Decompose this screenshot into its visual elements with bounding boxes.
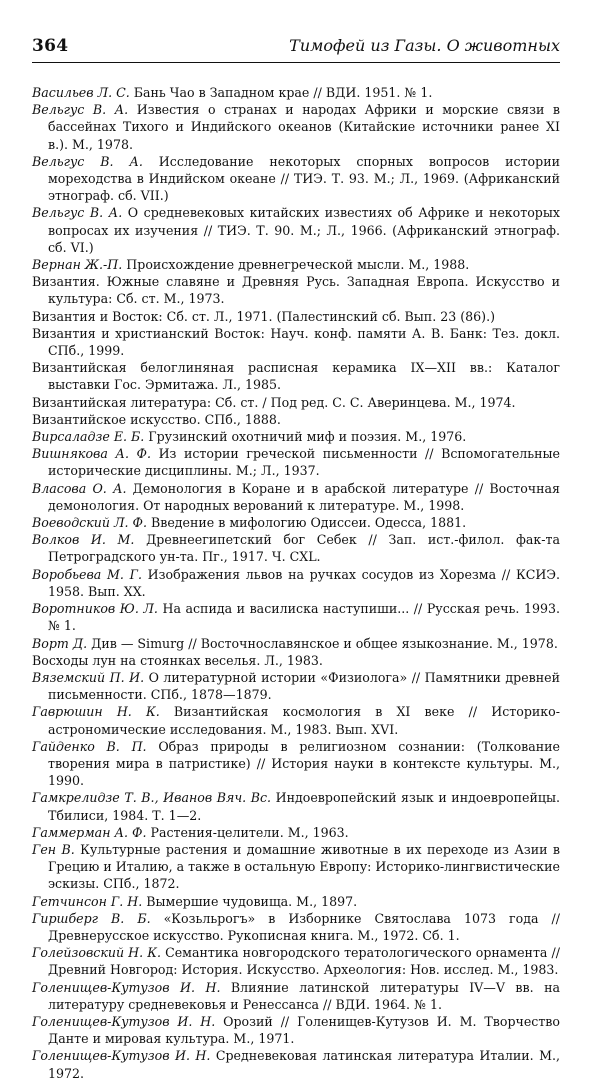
entry-text: Византия и христианский Восток: Науч. конф. памяти А. В. Банк: Тез. докл. СПб., 1999.	[32, 325, 560, 359]
entry-text: Грузинский охотничий миф и поэзия. М., 1976.	[144, 429, 467, 445]
entry-author: Вернан Ж.-П.	[32, 257, 123, 273]
entry-author: Вельгус В. А.	[32, 153, 143, 169]
entry-text: Исследование некоторых спорных вопросов истории мореходства в Индийском океане // ТИЭ. Т. 93. М.; Л., 1969. (Африканский этнограф. сб. VII.)	[48, 153, 560, 204]
bibliography-entry	[32, 944, 560, 978]
bibliography-entry	[32, 979, 560, 1013]
bibliography-entry	[32, 1013, 560, 1047]
entry-text: Византия и Восток: Сб. ст. Л., 1971. (Палестинский сб. Вып. 23 (86).)	[32, 308, 496, 324]
entry-author: Гаммерман А. Ф.	[32, 824, 147, 840]
entry-text: Византийское искусство. СПб., 1888.	[32, 411, 281, 427]
entry-text: На аспида и василиска наступиши... // Русская речь. 1993. № 1.	[48, 601, 560, 634]
entry-author: Вишнякова А. Ф.	[32, 446, 151, 462]
bibliography-entry	[32, 394, 560, 411]
entry-author: Голенищев-Кутузов И. Н.	[32, 1048, 211, 1064]
entry-author: Воеводский Л. Ф.	[32, 515, 147, 531]
entry-author: Вяземский П. И.	[32, 669, 145, 685]
entry-text: Индоевропейский язык и индоевропейцы. Тбилиси, 1984. Т. 1—2.	[48, 790, 560, 823]
entry-author: Вирсаладзе Е. Б.	[32, 429, 145, 445]
bibliography-entry	[32, 703, 560, 737]
entry-author: Голенищев-Кутузов И. Н.	[32, 979, 221, 995]
entry-author: Воротников Ю. Л.	[32, 601, 158, 617]
entry-text: Древнеегипетский бог Себек // Зап. ист.-филол. фак-та Петроградского ун-та. Пг., 1917. Ч. CXL.	[48, 532, 560, 565]
entry-text: Византия. Южные славяне и Древняя Русь. Западная Европа. Искусство и культура: Сб. ст. М., 1973.	[32, 274, 560, 307]
bibliography-entry	[32, 273, 560, 307]
entry-text: Див — Simurg // Восточнославянское и общее языкознание. М., 1978.	[87, 635, 558, 651]
entry-text: Влияние латинской литературы IV—V вв. на литературу средневековья и Ренессанса // ВДИ. 1964. № 1.	[48, 979, 560, 1012]
bibliography-entry	[32, 910, 560, 944]
bibliography-entry	[32, 428, 560, 445]
entry-text: Бань Чао в Западном крае // ВДИ. 1951. № 1.	[129, 85, 433, 100]
entry-text: Известия о странах и народах Африки и морские связи в бассейнах Тихого и Индийского океанов (Китайские источники ранее XI в.). М., 1978.	[48, 102, 560, 152]
bibliography-entry	[32, 789, 560, 823]
entry-text: Византийская литература: Сб. ст. / Под ред. С. С. Аверинцева. М., 1974.	[32, 394, 516, 410]
entry-text: Из истории греческой письменности // Вспомогательные исторические дисциплины. М.; Л., 1937.	[48, 446, 561, 479]
entry-text: Культурные растения и домашние животные в их переходе из Азии в Грецию и Италию, а также в остальную Европу: Историко-лингвистические эскизы. СПб., 1872.	[48, 841, 560, 892]
header-rule	[32, 62, 560, 63]
bibliography-entry	[32, 566, 560, 600]
entry-author: Власова О. А.	[32, 480, 127, 496]
entry-text: Средневековая латинская литература Италии. М., 1972.	[48, 1048, 560, 1081]
entry-text: Орозий // Голенищев-Кутузов И. М. Творчество Данте и мировая культура. М., 1971.	[48, 1013, 560, 1047]
entry-author: Гаврюшин Н. К.	[32, 704, 160, 720]
entry-author: Гамкрелидзе Т. В., Иванов Вяч. Вс.	[32, 790, 272, 806]
bibliography-entry	[32, 101, 560, 153]
running-title: Тимофей из Газы. О животных	[289, 36, 560, 55]
entry-text: Демонология в Коране и в арабской литературе // Восточная демонология. От народных верований к литературе. М., 1998.	[48, 480, 560, 513]
bibliography-entry	[32, 411, 560, 428]
entry-text: Семантика новгородского тератологического орнамента // Древний Новгород: История. Искусство. Археология: Нов. исслед. М., 1983.	[48, 945, 560, 978]
entry-author: Васильев Л. С.	[32, 85, 130, 100]
entry-author: Голейзовский Н. К.	[32, 945, 161, 961]
entry-text: Византийская космология в XI веке // Историко-астрономические исследования. М., 1983. Вып. XVI.	[48, 704, 560, 737]
entry-text: Образ природы в религиозном сознании: (Толкование творения мира в патристике) // История науки в контексте культуры. М., 1990.	[48, 738, 560, 789]
entry-author: Вельгус В. А.	[32, 102, 129, 118]
entry-author: Вельгус В. А.	[32, 205, 123, 221]
bibliography-entry	[32, 256, 560, 273]
bibliography-entry	[32, 824, 560, 841]
entry-text: Происхождение древнегреческой мысли. М., 1988.	[122, 257, 470, 273]
bibliography-entry	[32, 738, 560, 790]
entry-text: Византийская белоглиняная расписная керамика IX—XII вв.: Каталог выставки Гос. Эрмитажа. Л., 1985.	[32, 360, 560, 393]
entry-author: Ворт Д.	[32, 635, 88, 651]
entry-author: Гайденко В. П.	[32, 738, 147, 754]
bibliography-entry	[32, 893, 560, 910]
entry-text: Растения-целители. М., 1963.	[146, 824, 349, 840]
bibliography-list	[32, 84, 560, 1082]
bibliography-entry	[32, 669, 560, 703]
bibliography-entry	[32, 1047, 560, 1081]
entry-text: Вымершие чудовища. М., 1897.	[142, 893, 358, 909]
entry-author: Голенищев-Кутузов И. Н.	[32, 1013, 216, 1029]
bibliography-entry	[32, 600, 560, 634]
bibliography-entry	[32, 480, 560, 514]
page-number: 364	[32, 36, 69, 56]
entry-author: Ген В.	[32, 841, 75, 857]
bibliography-entry	[32, 531, 560, 565]
bibliography-entry	[32, 841, 560, 893]
entry-text: Изображения львов на ручках сосудов из Хорезма // КСИЭ. 1958. Вып. XX.	[48, 566, 560, 599]
entry-text: Восходы лун на стоянках веселья. Л., 1983.	[32, 652, 323, 668]
bibliography-entry	[32, 514, 560, 531]
bibliography-entry	[32, 635, 560, 652]
bibliography-entry	[32, 652, 560, 669]
entry-author: Волков И. М.	[32, 532, 135, 548]
bibliography-entry	[32, 308, 560, 325]
entry-author: Гетчинсон Г. Н.	[32, 893, 143, 909]
bibliography-entry	[32, 84, 560, 101]
entry-text: О литературной истории «Физиолога» // Памятники древней письменности. СПб., 1878—1879.	[48, 669, 561, 703]
bibliography-entry	[32, 325, 560, 359]
entry-text: Введение в мифологию Одиссеи. Одесса, 1881.	[146, 515, 467, 531]
entry-author: Гиршберг В. Б.	[32, 910, 151, 926]
entry-text: О средневековых китайских известиях об Африке и некоторых вопросах их изучения // ТИЭ. Т. 90. М.; Л., 1966. (Африканский этнограф. сб. VI.)	[48, 205, 560, 255]
bibliography-entry	[32, 445, 560, 479]
entry-author: Воробьева М. Г.	[32, 566, 142, 582]
bibliography-entry	[32, 153, 560, 205]
bibliography-entry	[32, 204, 560, 256]
bibliography-entry	[32, 359, 560, 393]
entry-text: «Козьльрогъ» в Изборнике Святослава 1073 года // Древнерусское искусство. Рукописная книга. М., 1972. Сб. 1.	[48, 910, 560, 943]
